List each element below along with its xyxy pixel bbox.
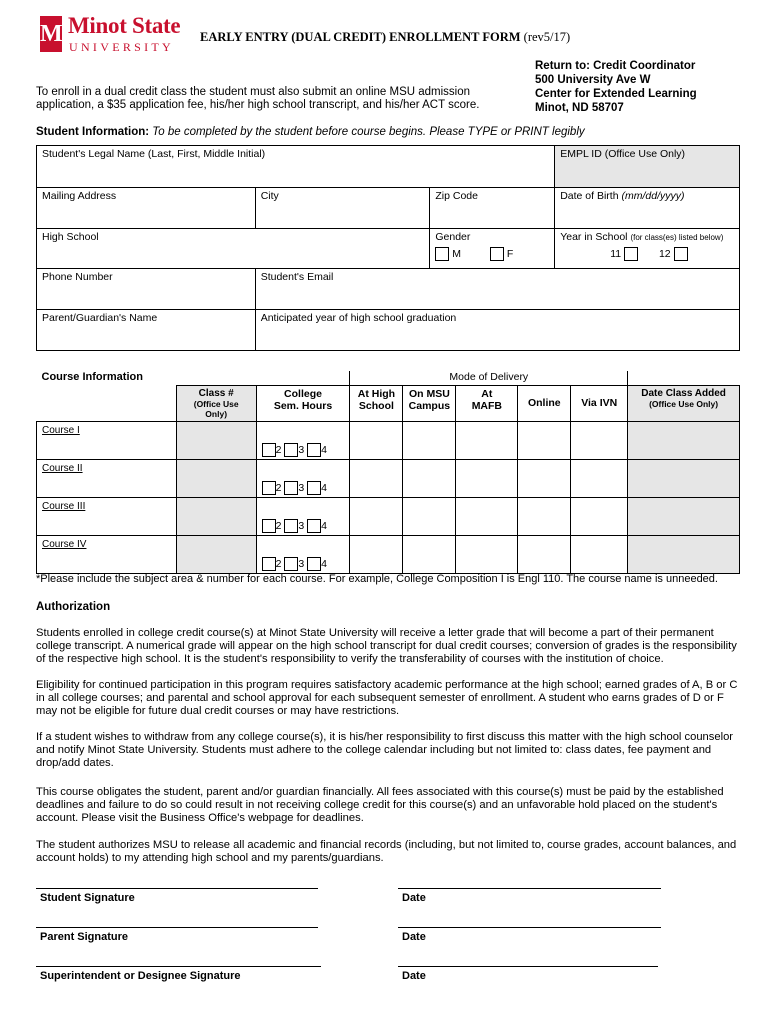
ivn-header: Via IVN — [571, 385, 628, 421]
hours-3-checkbox[interactable] — [284, 481, 298, 495]
at-high-label: At High — [357, 387, 396, 400]
at-high-school-cell[interactable] — [350, 497, 403, 535]
course-row-label: Course I — [42, 424, 80, 436]
hours-4-label: 4 — [321, 519, 327, 532]
student-heading-label: Student Information: — [36, 126, 150, 138]
hours-2-checkbox[interactable] — [262, 519, 276, 533]
gender-field — [430, 229, 555, 269]
logo-initial: M — [40, 21, 63, 47]
gender-m-checkbox[interactable] — [435, 247, 449, 261]
course-info-heading: Course Information — [41, 371, 143, 383]
at-high-school-cell[interactable] — [350, 535, 403, 573]
mafb-label: MAFB — [471, 399, 503, 412]
date-added-cell — [628, 535, 740, 573]
form-title-text: EARLY ENTRY (DUAL CREDIT) ENROLLMENT FORM — [200, 30, 521, 44]
superintendent-signature-line[interactable] — [36, 966, 321, 967]
date-added-label: Date Class Added — [641, 387, 726, 399]
grad-year-label: Anticipated year of high school graduation — [260, 312, 457, 324]
hours-2-label: 2 — [275, 443, 282, 456]
course-header-spacer — [176, 371, 350, 385]
date-added-cell — [628, 421, 740, 459]
ivn-cell[interactable] — [571, 421, 628, 459]
mailing-label: Mailing Address — [42, 190, 117, 202]
course-name-cell[interactable] — [37, 421, 177, 459]
on-campus-cell[interactable] — [403, 497, 456, 535]
parent-name-field[interactable] — [37, 310, 256, 351]
logo-university: UNIVERSITY — [69, 40, 174, 54]
date-added-cell — [628, 459, 740, 497]
on-msu-label: On MSU — [408, 387, 450, 400]
logo-name: Minot State — [68, 13, 181, 38]
hours-cell — [256, 497, 350, 535]
school-label: School — [358, 399, 394, 412]
student-date-label: Date — [402, 892, 426, 904]
at-high-school-cell[interactable] — [350, 421, 403, 459]
parent-date-label: Date — [402, 931, 426, 943]
sem-hours-label: Sem. Hours — [273, 399, 333, 412]
email-field[interactable] — [255, 269, 739, 310]
empl-id-field — [555, 146, 740, 188]
class-number-cell — [176, 421, 256, 459]
return-line: Return to: Credit Coordinator — [535, 60, 696, 72]
dob-format: (mm/dd/yyyy) — [621, 190, 685, 202]
mafb-cell[interactable] — [456, 535, 518, 573]
year-12-checkbox[interactable] — [674, 247, 688, 261]
gender-label: Gender — [435, 231, 471, 243]
student-signature-line[interactable] — [36, 888, 318, 889]
hours-4-checkbox[interactable] — [307, 481, 321, 495]
on-campus-cell[interactable] — [403, 421, 456, 459]
student-info-heading — [36, 126, 585, 138]
course-note: *Please include the subject area & number for each course. For example, College Composition I is Engl 110. The course name is unneeded. — [36, 573, 718, 585]
zip-label: Zip Code — [435, 190, 478, 202]
superintendent-signature-label: Superintendent or Designee Signature — [40, 970, 241, 982]
phone-field[interactable] — [37, 269, 256, 310]
course-row-label: Course II — [42, 462, 83, 474]
date-added-cell — [628, 497, 740, 535]
hours-cell — [256, 459, 350, 497]
on-campus-cell[interactable] — [403, 459, 456, 497]
class-number-header — [176, 385, 256, 421]
class-number-cell — [176, 535, 256, 573]
hours-2-label: 2 — [275, 557, 282, 570]
hours-3-label: 3 — [298, 519, 305, 532]
ivn-cell[interactable] — [571, 535, 628, 573]
online-cell[interactable] — [518, 535, 571, 573]
course-name-cell[interactable] — [37, 459, 177, 497]
course-name-cell[interactable] — [37, 535, 177, 573]
class-number-cell — [176, 497, 256, 535]
legal-name-label: Student's Legal Name (Last, First, Middle Initial) — [42, 148, 266, 160]
hours-2-checkbox[interactable] — [262, 481, 276, 495]
hours-2-label: 2 — [275, 481, 282, 494]
city-field[interactable] — [255, 188, 430, 229]
year-note: (for class(es) listed below) — [630, 233, 724, 242]
high-school-field[interactable] — [37, 229, 430, 269]
campus-label: Campus — [408, 399, 451, 412]
online-cell[interactable] — [518, 421, 571, 459]
hours-3-checkbox[interactable] — [284, 557, 298, 571]
year-11-checkbox[interactable] — [624, 247, 638, 261]
year-11-label: 11 — [610, 247, 622, 260]
course-name-cell[interactable] — [37, 497, 177, 535]
high-school-label: High School — [42, 231, 99, 243]
year-12-label: 12 — [658, 247, 671, 260]
hours-3-checkbox[interactable] — [284, 443, 298, 457]
city-label: City — [260, 190, 279, 202]
hours-2-checkbox[interactable] — [262, 557, 276, 571]
intro-text: To enroll in a dual credit class the student must also submit an online MSU admission application, a $35 application fee, his/her high school transcript, and his/her ACT score. — [36, 86, 480, 111]
mafb-cell[interactable] — [456, 497, 518, 535]
return-line: Minot, ND 58707 — [535, 102, 624, 114]
hours-2-label: 2 — [275, 519, 282, 532]
dob-field[interactable] — [555, 188, 740, 229]
hours-3-label: 3 — [298, 481, 305, 494]
year-label: Year in School — [560, 231, 628, 243]
class-number-label: Class # — [198, 387, 234, 399]
class-number-cell — [176, 459, 256, 497]
legal-name-field[interactable] — [37, 146, 555, 188]
grad-year-field[interactable] — [255, 310, 739, 351]
gender-f-checkbox[interactable] — [490, 247, 504, 261]
date-header-spacer — [628, 371, 740, 385]
course-row-label: Course III — [42, 500, 86, 512]
phone-label: Phone Number — [42, 271, 113, 283]
zip-field[interactable] — [430, 188, 555, 229]
form-title — [200, 30, 570, 45]
hours-3-label: 3 — [298, 443, 305, 456]
online-cell[interactable] — [518, 459, 571, 497]
return-line: 500 University Ave W — [535, 74, 651, 86]
mafb-cell[interactable] — [456, 421, 518, 459]
office-use-label: (Office Use Only) — [649, 398, 719, 409]
mailing-address-field[interactable] — [37, 188, 256, 229]
auth-paragraph: Students enrolled in college credit course(s) at Minot State University will receive a letter grade that will become a part of their permanent college transcript. A numerical grade will appear on the high school transcript for dual credit courses; conversion of grades is the responsibility of the respective high school. It is the student's responsibility to verify the transferability of courses with the institution of choice. — [36, 627, 737, 665]
return-address — [535, 59, 697, 115]
hours-4-checkbox[interactable] — [307, 443, 321, 457]
course-info-table — [36, 371, 740, 574]
gender-m-label: M — [452, 247, 462, 260]
parent-date-line[interactable] — [398, 927, 661, 928]
hours-cell — [256, 535, 350, 573]
mode-of-delivery-header: Mode of Delivery — [350, 371, 628, 385]
on-campus-cell[interactable] — [403, 535, 456, 573]
student-date-line[interactable] — [398, 888, 661, 889]
auth-paragraph: Eligibility for continued participation in this program requires satisfactory academic performance at the high school; earned grades of A, B or C in all college courses; and parental and school approval for each subsequent semester of enrollment. A student who earns grades of D or F may not be eligible for future dual credit courses or may have restrictions. — [36, 679, 738, 717]
email-label: Student's Email — [260, 271, 334, 283]
auth-paragraph: The student authorizes MSU to release all academic and financial records (including, but not limited to, course grades, account balances, and account holds) to my attending high school and my parents/guardians. — [36, 839, 737, 864]
return-line: Center for Extended Learning — [535, 88, 697, 100]
ivn-cell[interactable] — [571, 459, 628, 497]
student-signature-label: Student Signature — [40, 892, 135, 904]
mafb-header — [456, 385, 518, 421]
auth-paragraph: This course obligates the student, parent and/or guardian financially. All fees associated with this course(s) must be paid by the established deadlines and failure to do so could result in not receiving college credit for this course(s) and an unfavorable hold placed on the student's account. Please visit the Business Office's webpage for deadlines. — [36, 786, 724, 824]
superintendent-date-line[interactable] — [398, 966, 658, 967]
superintendent-date-label: Date — [402, 970, 426, 982]
at-high-school-header — [350, 385, 403, 421]
form-revision: (rev5/17) — [523, 30, 571, 44]
parent-signature-label: Parent Signature — [40, 931, 129, 943]
hours-4-label: 4 — [321, 443, 327, 456]
authorization-heading: Authorization — [36, 601, 111, 613]
auth-paragraph: If a student wishes to withdraw from any college course(s), it is his/her responsibility to first discuss this matter with the high school counselor and notify Minot State University. Students must adhere to the college calendar including but not limited to: class dates, fee payment and drop/add dates. — [36, 731, 734, 769]
empl-id-label: EMPL ID (Office Use Only) — [560, 148, 686, 160]
online-cell[interactable] — [518, 497, 571, 535]
course-row-label: Course IV — [42, 538, 87, 550]
dob-label: Date of Birth — [560, 190, 619, 202]
date-added-header — [628, 385, 740, 421]
parent-name-label: Parent/Guardian's Name — [42, 312, 158, 324]
ivn-cell[interactable] — [571, 497, 628, 535]
parent-signature-line[interactable] — [36, 927, 318, 928]
gender-f-label: F — [506, 247, 514, 260]
student-instruction: To be completed by the student before course begins. Please TYPE or PRINT legibly — [152, 126, 585, 138]
at-high-school-cell[interactable] — [350, 459, 403, 497]
mafb-cell[interactable] — [456, 459, 518, 497]
online-header: Online — [518, 385, 571, 421]
hours-4-label: 4 — [321, 557, 327, 570]
hours-4-label: 4 — [321, 481, 327, 494]
on-campus-header — [403, 385, 456, 421]
year-in-school-field — [555, 229, 740, 269]
hours-3-checkbox[interactable] — [284, 519, 298, 533]
hours-4-checkbox[interactable] — [307, 519, 321, 533]
hours-3-label: 3 — [298, 557, 305, 570]
hours-4-checkbox[interactable] — [307, 557, 321, 571]
hours-2-checkbox[interactable] — [262, 443, 276, 457]
college-hours-header — [256, 385, 350, 421]
at-label: At — [481, 387, 493, 400]
college-label: College — [284, 387, 322, 400]
student-info-table — [36, 145, 740, 351]
hours-cell — [256, 421, 350, 459]
office-use-label: (Office Use Only) — [193, 398, 239, 419]
